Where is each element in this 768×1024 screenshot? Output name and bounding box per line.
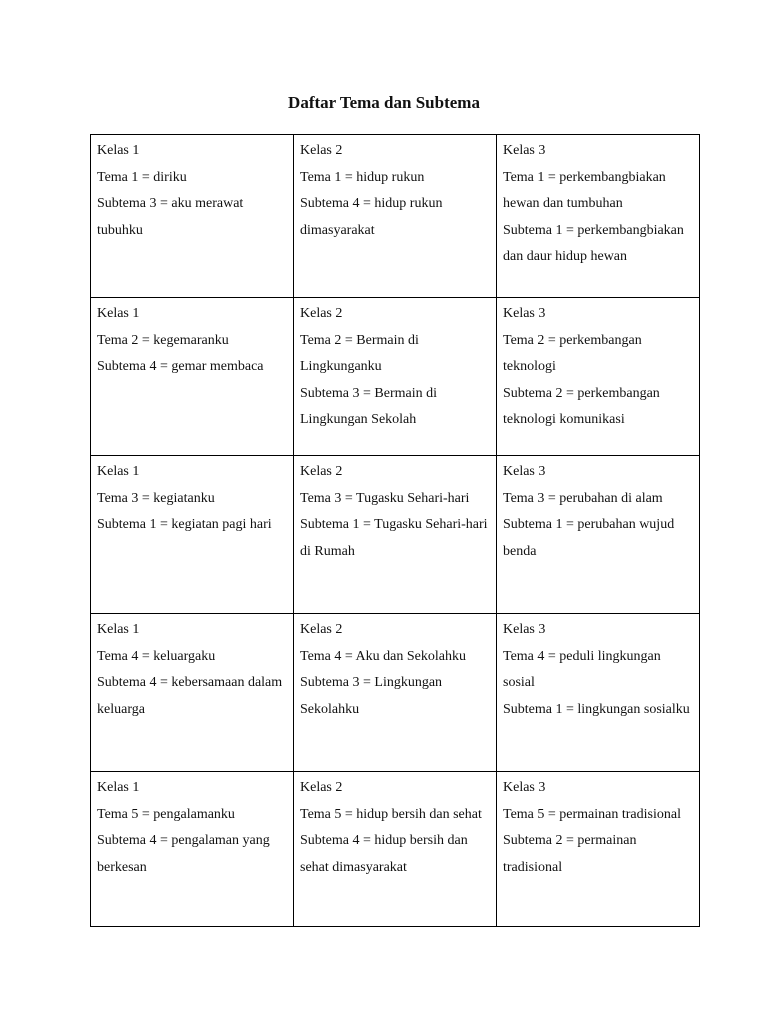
table-cell xyxy=(91,772,294,927)
kelas-label: Kelas 2 xyxy=(300,464,343,479)
tema-text: Tema 5 = pengalamanku xyxy=(97,806,235,822)
tema-text: Tema 2 = perkembangan teknologi xyxy=(503,332,642,375)
table-cell xyxy=(294,135,497,298)
tema-text: Tema 5 = hidup bersih dan sehat xyxy=(300,806,482,822)
table-row xyxy=(91,772,700,927)
tema-text: Tema 2 = kegemaranku xyxy=(97,332,229,348)
subtema-text: Subtema 1 = perubahan wujud benda xyxy=(503,517,675,559)
tema-text: Tema 3 = Tugasku Sehari-hari xyxy=(300,490,470,506)
table-cell xyxy=(91,298,294,456)
table-cell xyxy=(497,772,700,927)
tema-text: Tema 2 = Bermain di Lingkunganku xyxy=(300,332,419,375)
tema-text: Tema 4 = Aku dan Sekolahku xyxy=(300,648,466,664)
table-row xyxy=(91,298,700,456)
subtema-text: Subtema 3 = Bermain di Lingkungan Sekolah xyxy=(300,385,437,428)
document-title: Daftar Tema dan Subtema xyxy=(288,93,480,112)
tema-text: Tema 3 = perubahan di alam xyxy=(503,490,663,506)
kelas-label: Kelas 3 xyxy=(503,143,546,158)
subtema-text: Subtema 4 = hidup rukun dimasyarakat xyxy=(300,196,443,238)
table-row xyxy=(91,456,700,614)
table-cell xyxy=(497,298,700,456)
table-row xyxy=(91,135,700,298)
subtema-text: Subtema 1 = perkembangbiakan dan daur hidup hewan xyxy=(503,222,684,265)
tema-text: Tema 1 = hidup rukun xyxy=(300,169,425,185)
kelas-label: Kelas 1 xyxy=(97,622,140,637)
kelas-label: Kelas 3 xyxy=(503,306,546,321)
subtema-text: Subtema 4 = gemar membaca xyxy=(97,359,264,375)
tema-text: Tema 4 = keluargaku xyxy=(97,648,216,664)
kelas-label: Kelas 3 xyxy=(503,780,546,795)
subtema-text: Subtema 3 = Lingkungan Sekolahku xyxy=(300,675,443,717)
kelas-label: Kelas 3 xyxy=(503,622,546,637)
table-cell xyxy=(294,772,497,927)
kelas-label: Kelas 1 xyxy=(97,306,140,321)
tema-subtema-table xyxy=(90,134,700,927)
subtema-text: Subtema 2 = perkembangan teknologi komunikasi xyxy=(503,385,660,428)
tema-text: Tema 4 = peduli lingkungan sosial xyxy=(503,648,661,691)
kelas-label: Kelas 1 xyxy=(97,143,140,158)
subtema-text: Subtema 2 = permainan tradisional xyxy=(503,833,637,875)
table-cell xyxy=(294,298,497,456)
kelas-label: Kelas 2 xyxy=(300,143,343,158)
tema-text: Tema 1 = perkembangbiakan hewan dan tumbuhan xyxy=(503,169,666,212)
table-cell xyxy=(497,456,700,614)
table-cell xyxy=(91,614,294,772)
subtema-text: Subtema 3 = aku merawat tubuhku xyxy=(97,196,244,238)
kelas-label: Kelas 2 xyxy=(300,780,343,795)
table-row xyxy=(91,614,700,772)
kelas-label: Kelas 2 xyxy=(300,622,343,637)
tema-text: Tema 5 = permainan tradisional xyxy=(503,806,681,822)
subtema-text: Subtema 1 = Tugasku Sehari-hari di Rumah xyxy=(300,517,488,559)
kelas-label: Kelas 3 xyxy=(503,464,546,479)
subtema-text: Subtema 1 = kegiatan pagi hari xyxy=(97,517,272,533)
kelas-label: Kelas 2 xyxy=(300,306,343,321)
table-cell xyxy=(497,135,700,298)
subtema-text: Subtema 4 = kebersamaan dalam keluarga xyxy=(97,675,283,717)
subtema-text: Subtema 4 = hidup bersih dan sehat dimasyarakat xyxy=(300,833,468,875)
subtema-text: Subtema 1 = lingkungan sosialku xyxy=(503,701,690,717)
tema-text: Tema 1 = diriku xyxy=(97,169,187,185)
table-cell xyxy=(91,456,294,614)
table-cell xyxy=(294,614,497,772)
tema-text: Tema 3 = kegiatanku xyxy=(97,490,215,506)
kelas-label: Kelas 1 xyxy=(97,464,140,479)
table-cell xyxy=(294,456,497,614)
subtema-text: Subtema 4 = pengalaman yang berkesan xyxy=(97,833,270,875)
table-cell xyxy=(497,614,700,772)
kelas-label: Kelas 1 xyxy=(97,780,140,795)
table-cell xyxy=(91,135,294,298)
